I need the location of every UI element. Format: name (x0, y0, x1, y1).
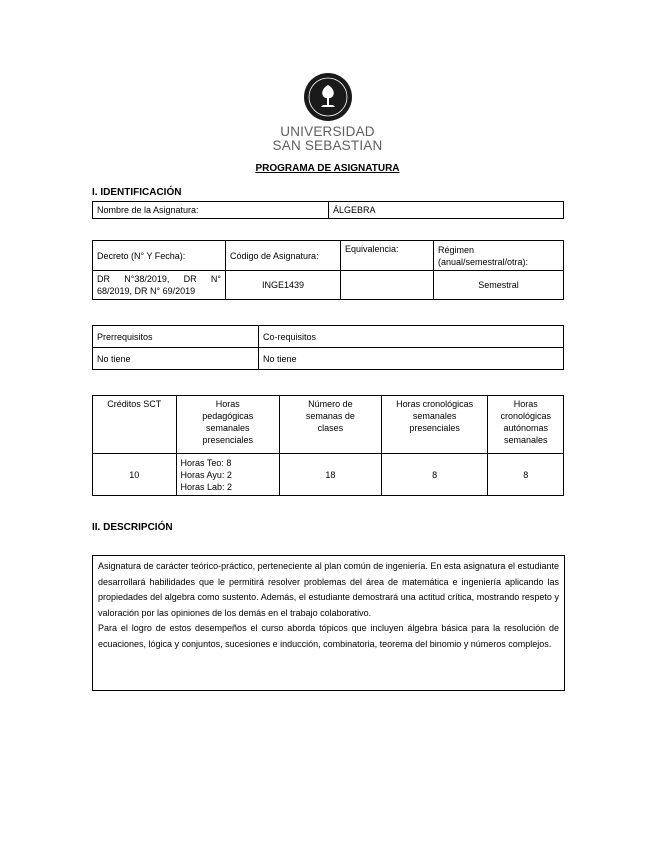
horas-pedagogicas-value (176, 454, 280, 496)
creditos-value: 10 (93, 454, 177, 496)
creditos-table (92, 395, 564, 496)
descripcion-paragraph-1: Asignatura de carácter teórico-práctico, perteneciente al plan común de ingeniería. En esta asignatura el estudiante desarrollará habilidades que le permitirá resolver problemas del área de matemática e ingeniería aplicando las propiedades del algebra como sustento. Además, el estudiante demostrará una actitud crítica, mostrando respeto y valoración por las opiniones de los demás en el trabajo colaborativo. (98, 561, 559, 618)
asignatura-table (92, 201, 564, 219)
requisitos-table (92, 325, 564, 370)
horas-ayu: Horas Ayu: 2 (180, 469, 232, 480)
horas-pedagogicas-header: Horas pedagógicas semanales presenciales (176, 396, 280, 454)
descripcion-paragraph-2: Para el logro de estos desempeños el curso aborda tópicos que incluyen álgebra básica para la resolución de ecuaciones, lógica y conjuntos, sucesiones e inducción, combinatoria, teorema del binomio y números complejos. (98, 623, 559, 649)
university-name-line1: UNIVERSIDAD (280, 124, 375, 139)
decreto-value: DR N°38/2019, DR N° 68/2019, DR N° 69/2019 (93, 271, 226, 300)
decreto-label: Decreto (N° Y Fecha): (93, 241, 226, 271)
section-descripcion-heading: II. DESCRIPCIÓN (92, 522, 173, 533)
codigo-label: Código de Asignatura: (226, 241, 341, 271)
decreto-table (92, 240, 564, 300)
university-logo (283, 72, 373, 122)
semanas-header: Número de semanas de clases (280, 396, 382, 454)
nombre-value: ÁLGEBRA (329, 202, 564, 219)
corequisitos-value: No tiene (259, 348, 564, 370)
university-name-line2: SAN SEBASTIAN (272, 138, 383, 153)
codigo-value: INGE1439 (226, 271, 341, 300)
section-identificacion-heading: I. IDENTIFICACIÓN (92, 187, 182, 198)
horas-cron-presenciales-header: Horas cronológicas semanales presenciales (381, 396, 488, 454)
university-seal-icon (303, 72, 353, 122)
equivalencia-label: Equivalencia: (341, 241, 434, 271)
equivalencia-value (341, 271, 434, 300)
descripcion-box (92, 555, 565, 691)
prerrequisitos-value: No tiene (93, 348, 259, 370)
horas-lab: Horas Lab: 2 (180, 481, 233, 492)
corequisitos-label: Co-requisitos (259, 326, 564, 348)
page-title: PROGRAMA DE ASIGNATURA (255, 163, 400, 174)
horas-teo: Horas Teo: 8 (180, 457, 232, 468)
horas-cron-autonomas-header: Horas cronológicas autónomas semanales (488, 396, 564, 454)
prerrequisitos-label: Prerrequisitos (93, 326, 259, 348)
horas-cron-presenciales-value: 8 (381, 454, 488, 496)
horas-cron-autonomas-value: 8 (488, 454, 564, 496)
regimen-label: Régimen (anual/semestral/otra): (434, 241, 564, 271)
regimen-value: Semestral (434, 271, 564, 300)
semanas-value: 18 (280, 454, 382, 496)
creditos-header: Créditos SCT (93, 396, 177, 454)
nombre-label: Nombre de la Asignatura: (93, 202, 329, 219)
